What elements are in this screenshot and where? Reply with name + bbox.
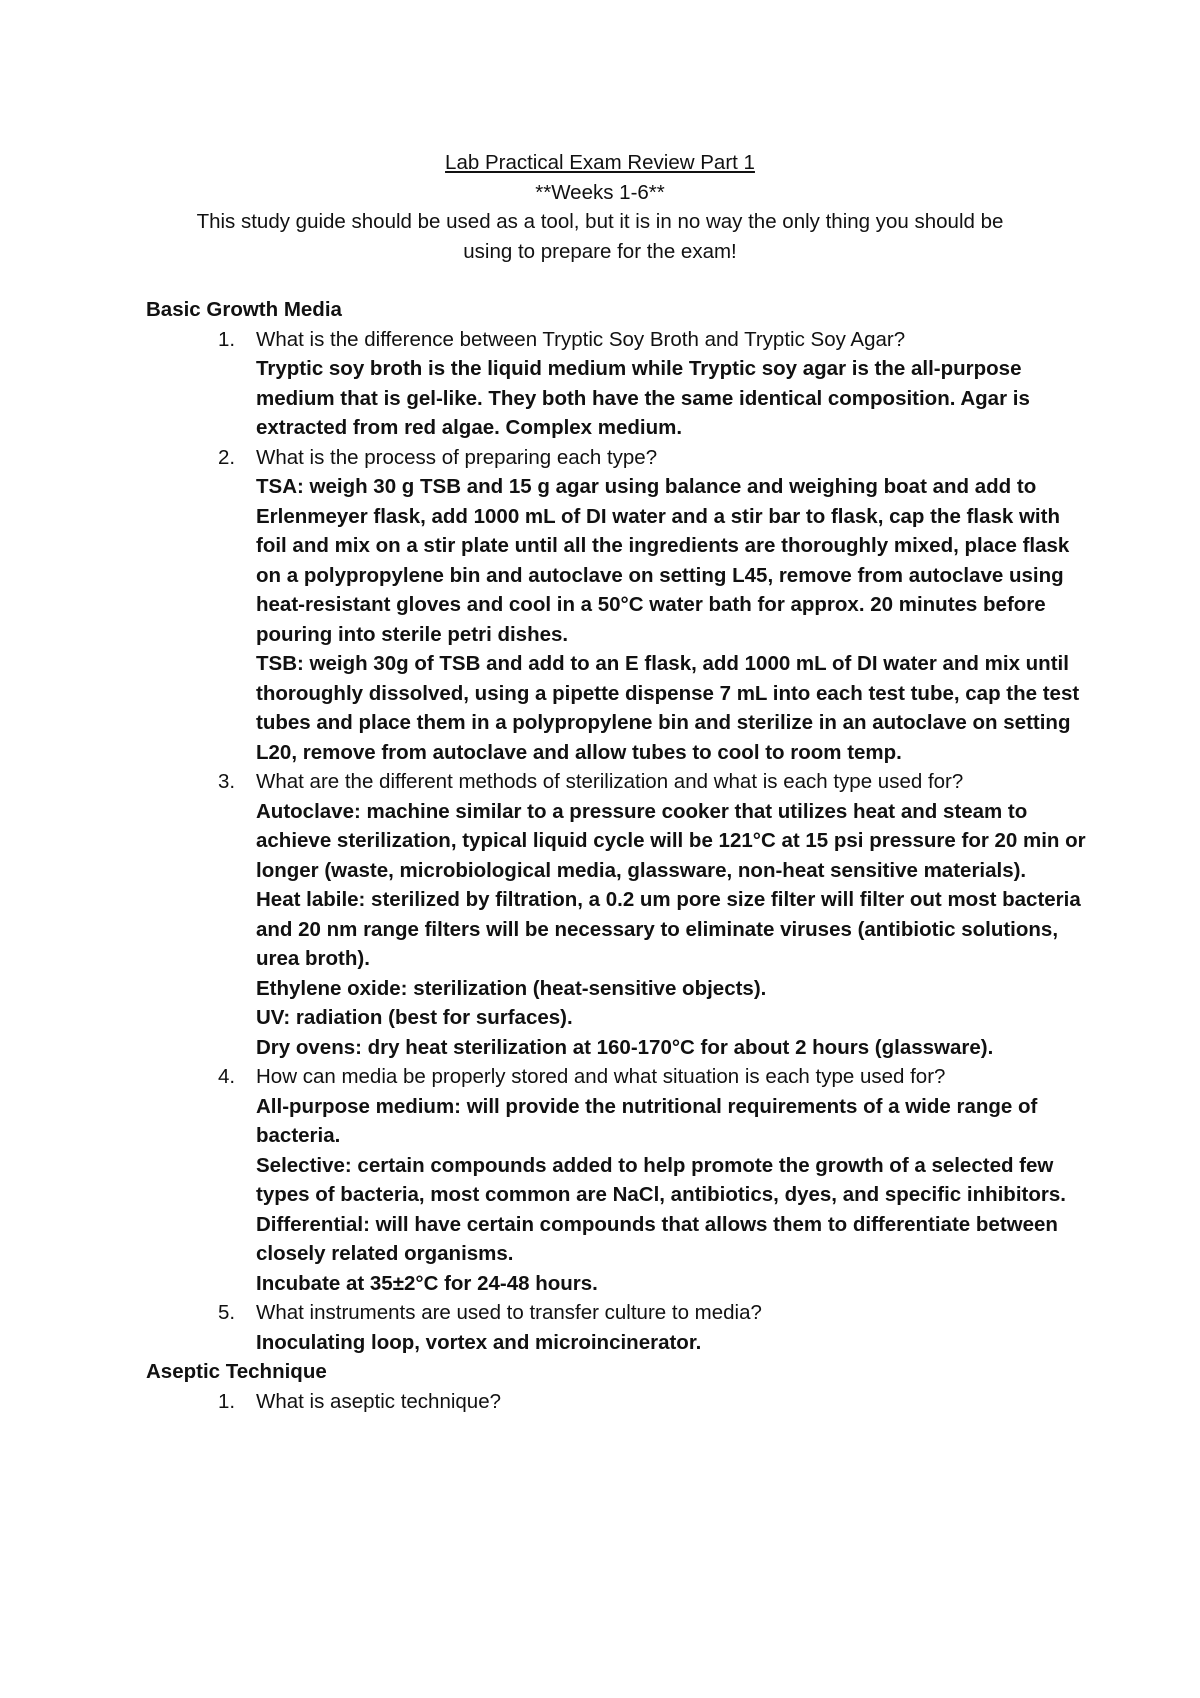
answer-text: Ethylene oxide: sterilization (heat-sensitive objects). [256,976,767,1000]
question-item [146,1298,1086,1357]
answer-text: TSA: weigh 30 g TSB and 15 g agar using balance and weighing boat and add to Erlenmeyer flask, add 1000 mL of DI water and a stir bar to flask, cap the flask with foil and mix on a stir plate until all the ingredients are thoroughly mixed, place flask on a polypropylene bin and autoclave on setting L45, remove from autoclave using heat-resistant gloves and cool in a 50°C water bath for approx. 20 minutes before pouring into sterile petri dishes. [256,475,1070,646]
question-number: 1. [218,1389,236,1413]
question-item [146,443,1086,768]
study-guide-note-line-2: using to prepare for the exam! [463,239,737,263]
answer-text: TSB: weigh 30g of TSB and add to an E flask, add 1000 mL of DI water and mix until thoroughly dissolved, using a pipette dispense 7 mL into each test tube, cap the test tubes and place them in a polypropylene bin and sterilize in an autoclave on setting L20, remove from autoclave and allow tubes to cool to room temp. [256,652,1080,764]
answer-text: Selective: certain compounds added to help promote the growth of a selected few types of bacteria, most common are NaCl, antibiotics, dyes, and specific inhibitors. [256,1153,1066,1206]
question-item [146,767,1086,1062]
section-title: Basic Growth Media [146,298,342,321]
answer-text: All-purpose medium: will provide the nutritional requirements of a wide range of bacteria. [256,1094,1038,1147]
section-title: Aseptic Technique [146,1360,327,1383]
answer-text: Differential: will have certain compounds that allows them to differentiate between closely related organisms. [256,1212,1058,1265]
question-item [146,325,1086,443]
question-number: 3. [218,770,236,793]
question-text: What is the difference between Tryptic Soy Broth and Tryptic Soy Agar? [256,327,906,351]
question-number: 5. [218,1301,236,1324]
question-text: What instruments are used to transfer culture to media? [256,1301,762,1324]
answer-text: Autoclave: machine similar to a pressure cooker that utilizes heat and steam to achieve sterilization, typical liquid cycle will be 121°C at 15 psi pressure for 20 min or longer (waste, microbiological media, glassware, non-heat sensitive materials). [256,799,1086,882]
question-text: How can media be properly stored and what situation is each type used for? [256,1065,946,1088]
question-item [146,1387,1086,1417]
answer-text: UV: radiation (best for surfaces). [256,1006,573,1029]
study-guide-note-line-1: This study guide should be used as a tool, but it is in no way the only thing you should be [196,210,1004,233]
question-list [146,325,1086,1358]
question-list [146,1387,1086,1417]
page-title: Lab Practical Exam Review Part 1 [445,151,755,174]
document-body [146,295,1086,1416]
question-number: 1. [218,327,236,351]
document-header [0,148,1200,266]
section [146,295,1086,1357]
question-number: 2. [218,445,236,469]
weeks-subtitle: **Weeks 1-6** [535,180,665,204]
answer-text: Dry ovens: dry heat sterilization at 160-170°C for about 2 hours (glassware). [256,1035,994,1059]
answer-text: Heat labile: sterilized by filtration, a 0.2 um pore size filter will filter out most bacteria and 20 nm range filters will be necessary to eliminate viruses (antibiotic solutions, urea broth). [256,888,1081,970]
question-text: What is the process of preparing each type? [256,445,658,469]
answer-text: Inoculating loop, vortex and microincinerator. [256,1330,702,1354]
answer-text: Incubate at 35±2°C for 24-48 hours. [256,1271,598,1295]
section [146,1357,1086,1416]
question-item [146,1062,1086,1298]
question-text: What is aseptic technique? [256,1389,501,1413]
question-text: What are the different methods of sterilization and what is each type used for? [256,770,964,793]
answer-text: Tryptic soy broth is the liquid medium while Tryptic soy agar is the all-purpose medium that is gel-like. They both have the same identical composition. Agar is extracted from red algae. Complex medium. [256,357,1030,439]
question-number: 4. [218,1065,236,1088]
